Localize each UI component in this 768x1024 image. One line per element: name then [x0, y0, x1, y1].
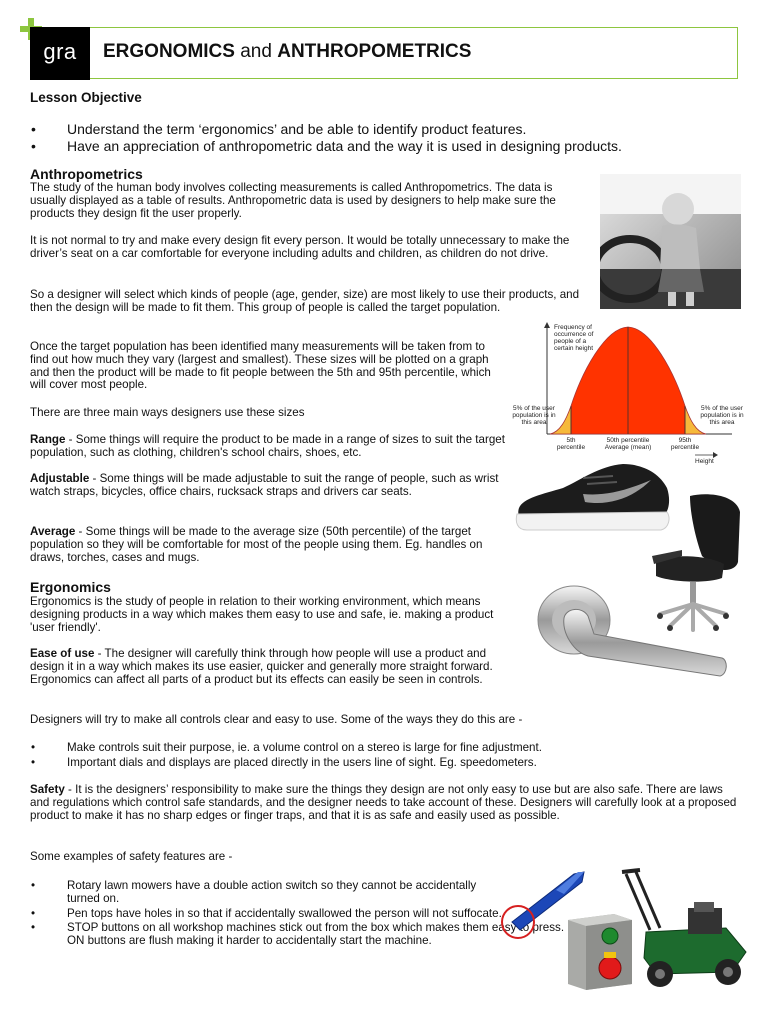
title-ergonomics: ERGONOMICS [103, 41, 235, 62]
list-item: • Understand the term ‘ergonomics’ and be able to identify product features. [31, 121, 527, 137]
tick-label-5: percentile [556, 444, 586, 451]
x-axis-arrow-icon [713, 452, 718, 458]
list-item: • Have an appreciation of anthropometric data and the way it is used in designing products. [31, 137, 622, 154]
range-term: Range [30, 433, 66, 446]
title-anthropometrics: ANTHROPOMETRICS [277, 41, 472, 62]
tick-label-95: percentile [670, 444, 700, 451]
paragraph: So a designer will select which kinds of people (age, gender, size) are most likely to use their products, and then the design will be made to fit them. This group of people is called the target population. [30, 288, 580, 314]
percentile-graph [510, 320, 746, 468]
average-paragraph: Average - Some things will be made to the average size (50th percentile) of the target population so they will be comfortable for most of the people using them. Eg. handles on draws, torches, cases and mugs. [30, 525, 483, 564]
safety-list [30, 880, 565, 948]
controls-list [30, 742, 730, 770]
right-note-line: this area [709, 419, 735, 426]
right-note-line: 5% of the user [701, 405, 743, 412]
y-label-line: people of a [554, 338, 587, 345]
left-note-line: this area [521, 419, 547, 426]
list-item: • STOP buttons on all workshop machines stick out from the box which makes them easy to press. ON buttons are flush making it harder to accidentally start the machine. [31, 921, 565, 948]
tick-label-50: 50th percentile [606, 437, 650, 444]
adjustable-term: Adjustable [30, 472, 90, 485]
y-label-line: Frequency of [554, 324, 592, 331]
objective-list [30, 121, 730, 154]
list-item: • Important dials and displays are placed directly in the users line of sight. Eg. speedometers. [31, 755, 537, 769]
x-axis-label: Height [695, 458, 714, 465]
list-item: • Rotary lawn mowers have a double action switch so they cannot be accidentally turned on. [31, 879, 477, 905]
list-item: • Make controls suit their purpose, ie. a volume control on a stereo is large for fine adjustment. [31, 741, 542, 754]
paragraph: Once the target population has been identified many measurements will be taken from to find out how much they vary (largest and smallest). These sizes will be plotted on a graph and then the product will be made to fit people between the 5th and 95th percentile, which will cover most people. [30, 340, 491, 392]
door-handle-image [534, 578, 730, 680]
range-paragraph: Range - Some things will require the product to be made in a range of sizes to suit the target population, such as clothing, children's school chairs, shoes, etc. [30, 433, 505, 459]
paragraph: Ergonomics is the study of people in relation to their working environment, which means designing products in a way which makes them easy to use and safe, ie. making a product 'user friendly'. [30, 595, 494, 634]
safety-term: Safety [30, 783, 65, 796]
paragraph: Some examples of safety features are - [30, 850, 233, 863]
paragraph: The study of the human body involves collecting measurements is called Anthropometrics. The data is usually displayed as a table of results. Anthropometric data is used by designers to help make sure the products they design fit the user properly. [30, 181, 556, 220]
objective-heading: Lesson Objective [30, 90, 142, 105]
paragraph: There are three main ways designers use these sizes [30, 406, 305, 419]
anthropometrics-heading: Anthropometrics [30, 166, 143, 182]
tick-label-5: 5th [566, 437, 576, 444]
y-axis-arrow-icon [544, 322, 550, 328]
lawn-mower-image [616, 868, 752, 992]
tick-label-50: Average (mean) [604, 444, 652, 451]
title-and: and [240, 41, 272, 62]
ease-of-use-paragraph: Ease of use - The designer will carefully think through how people will use a product and design it in a way which makes its use easier, quicker and generally more straight forward. Ergonomics can affect all parts of a product but its effects can easily be seen in controls. [30, 647, 493, 686]
page-title [103, 41, 471, 63]
safety-paragraph: Safety - It is the designers’ responsibility to make sure the things they design are not only easy to use but are also safe. There are laws and regulations which control safe standards, and the designer needs to take account of these. Designers will carefully look at a proposed product to make it has no sharp edges or finger traps, and that it is as safe and easily used as possible. [30, 783, 737, 822]
logo-text: gra [43, 39, 77, 64]
list-item: • Pen tops have holes in so that if accidentally swallowed the person will not suffocate. [31, 906, 502, 920]
left-note-line: population is in [512, 412, 556, 419]
paragraph: Designers will try to make all controls clear and easy to use. Some of the ways they do this are - [30, 713, 523, 726]
right-note-line: population is in [700, 412, 744, 419]
ease-term: Ease of use [30, 647, 95, 660]
tick-label-95: 95th [678, 437, 692, 444]
ergonomics-heading: Ergonomics [30, 579, 111, 595]
average-term: Average [30, 525, 76, 538]
y-label-line: occurrence of [554, 331, 594, 338]
y-label-line: certain height [554, 345, 594, 352]
left-note-line: 5% of the user [513, 405, 555, 412]
adjustable-paragraph: Adjustable - Some things will be made adjustable to suit the range of people, such as wrist watch straps, bicycles, office chairs, rucksack straps and drivers car seats. [30, 472, 499, 498]
baby-driving-photo [600, 174, 741, 309]
paragraph: It is not normal to try and make every design fit every person. It would be totally unnecessary to make the driver’s seat on a car comfortable for everyone including adults and children, as children do not drive. [30, 234, 570, 260]
